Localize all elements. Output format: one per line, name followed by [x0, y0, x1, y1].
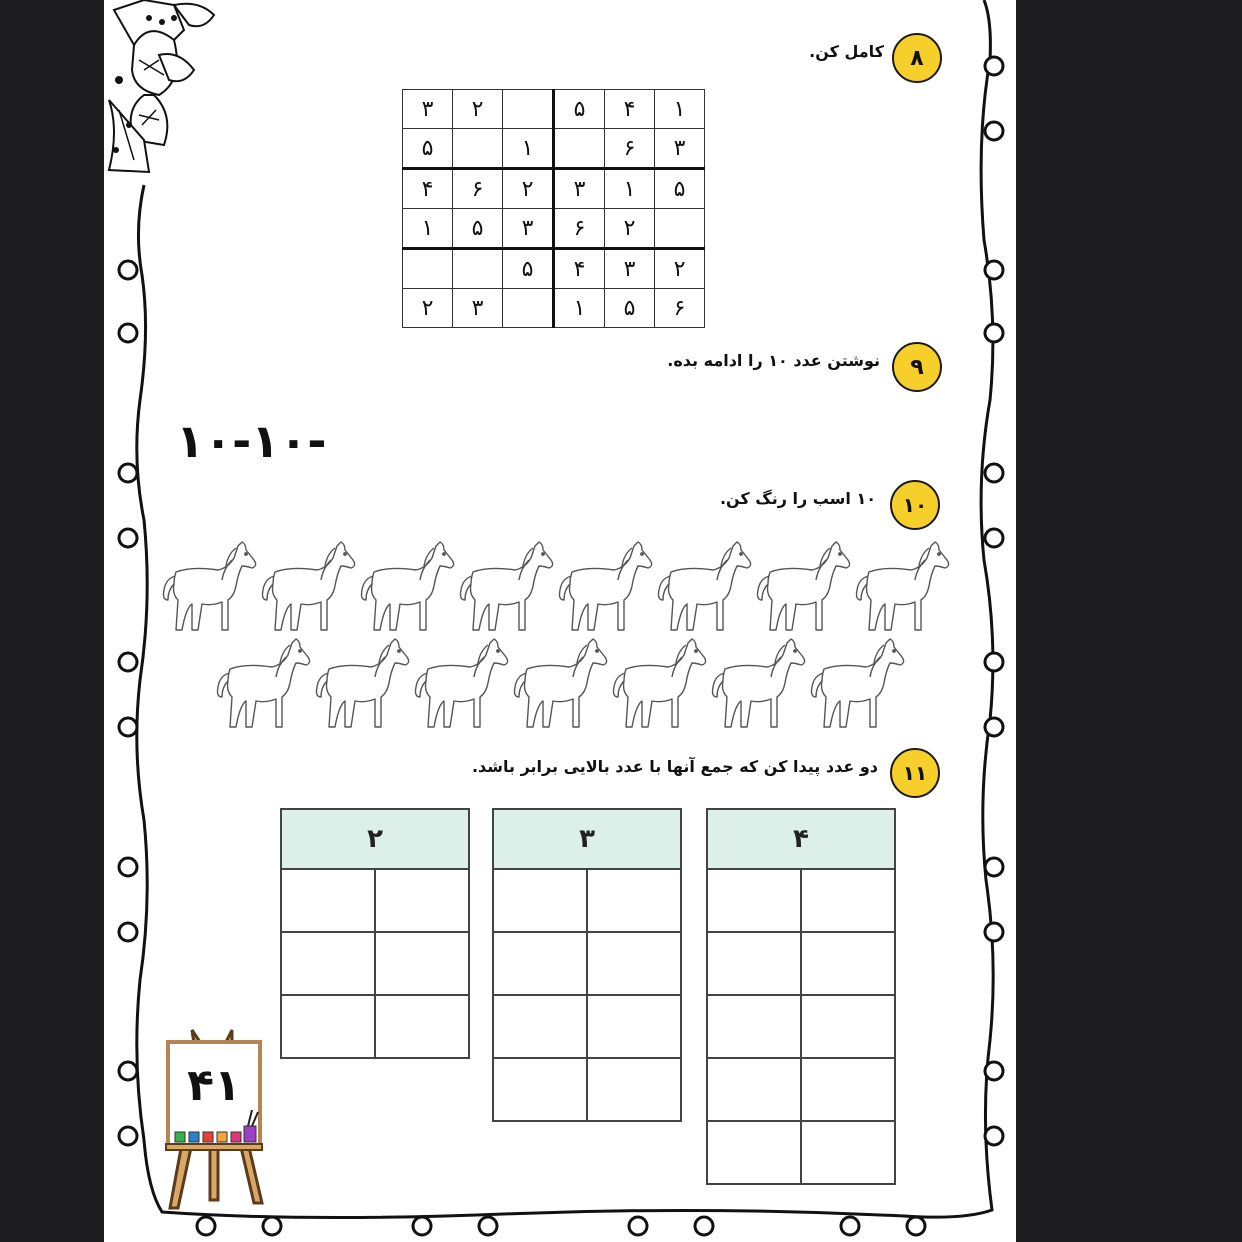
horse-outline[interactable]: [261, 538, 359, 634]
answer-cell[interactable]: [801, 869, 895, 932]
sudoku-cell[interactable]: ۵: [503, 249, 554, 289]
sudoku-cell[interactable]: [453, 129, 503, 169]
worksheet-page: [104, 0, 1016, 1242]
sudoku-cell[interactable]: ۵: [453, 209, 503, 249]
sudoku-cell[interactable]: ۴: [554, 249, 605, 289]
sum-table-row: [281, 869, 469, 932]
question-10-badge: [890, 480, 940, 530]
sudoku-row: [403, 169, 705, 209]
horse-outline[interactable]: [513, 635, 611, 731]
page-number: ۴۱: [187, 1060, 241, 1111]
sudoku-cell[interactable]: ۲: [453, 90, 503, 129]
answer-cell[interactable]: [707, 1058, 801, 1121]
answer-cell[interactable]: [801, 995, 895, 1058]
sudoku-cell[interactable]: ۱: [503, 129, 554, 169]
sudoku-cell[interactable]: [554, 129, 605, 169]
sudoku-cell[interactable]: ۳: [655, 129, 705, 169]
sudoku-cell[interactable]: ۶: [605, 129, 655, 169]
question-8-text: کامل کن.: [809, 42, 884, 61]
sudoku-cell[interactable]: ۴: [605, 90, 655, 129]
sudoku-row: [403, 90, 705, 129]
answer-cell[interactable]: [707, 869, 801, 932]
sudoku-cell[interactable]: [503, 90, 554, 129]
sudoku-cell[interactable]: ۵: [655, 169, 705, 209]
sudoku-cell[interactable]: ۲: [503, 169, 554, 209]
sudoku-row: [403, 249, 705, 289]
sudoku-cell[interactable]: [453, 249, 503, 289]
sum-table-4: [706, 808, 896, 1185]
bells-decoration: [104, 0, 234, 175]
answer-cell[interactable]: [587, 1058, 681, 1121]
sudoku-cell[interactable]: ۱: [605, 169, 655, 209]
question-9-badge: [892, 342, 942, 392]
answer-cell[interactable]: [493, 932, 587, 995]
answer-cell[interactable]: [375, 869, 469, 932]
sum-table-row: [707, 995, 895, 1058]
sum-table-row: [707, 1121, 895, 1184]
sudoku-row: [403, 289, 705, 328]
answer-cell[interactable]: [707, 995, 801, 1058]
answer-cell[interactable]: [801, 932, 895, 995]
answer-cell[interactable]: [587, 995, 681, 1058]
sum-table-row: [707, 1058, 895, 1121]
sudoku-cell[interactable]: ۳: [554, 169, 605, 209]
question-9-number: ۹: [910, 354, 924, 380]
horse-outline[interactable]: [459, 538, 557, 634]
sudoku-cell[interactable]: ۵: [605, 289, 655, 328]
answer-cell[interactable]: [707, 1121, 801, 1184]
sudoku-cell[interactable]: ۵: [554, 90, 605, 129]
sum-table-row: [493, 1058, 681, 1121]
answer-cell[interactable]: [281, 932, 375, 995]
question-10-text: ۱۰ اسب را رنگ کن.: [719, 489, 876, 508]
answer-cell[interactable]: [493, 1058, 587, 1121]
horse-outline[interactable]: [315, 635, 413, 731]
horse-outline[interactable]: [756, 538, 854, 634]
sum-table-header: ۳: [493, 809, 681, 869]
sudoku-cell[interactable]: ۱: [554, 289, 605, 328]
sudoku-cell[interactable]: ۴: [403, 169, 453, 209]
sudoku-grid: [402, 89, 705, 328]
horse-outline[interactable]: [414, 635, 512, 731]
sum-table-row: [281, 995, 469, 1058]
sum-table-header: ۲: [281, 809, 469, 869]
answer-cell[interactable]: [281, 869, 375, 932]
sudoku-cell[interactable]: ۳: [403, 90, 453, 129]
sudoku-cell[interactable]: [503, 289, 554, 328]
sudoku-cell[interactable]: ۲: [655, 249, 705, 289]
answer-cell[interactable]: [493, 995, 587, 1058]
question-9-text: نوشتن عدد ۱۰ را ادامه بده.: [667, 351, 880, 370]
answer-cell[interactable]: [493, 869, 587, 932]
sudoku-cell[interactable]: ۳: [503, 209, 554, 249]
question-10-number: ۱۰: [902, 493, 928, 517]
sum-table-row: [493, 869, 681, 932]
sudoku-cell[interactable]: ۱: [403, 209, 453, 249]
sudoku-cell[interactable]: [655, 209, 705, 249]
horse-outline[interactable]: [855, 538, 953, 634]
sudoku-cell[interactable]: ۳: [453, 289, 503, 328]
question-11-number: ۱۱: [902, 761, 928, 785]
question-8-badge: [892, 33, 942, 83]
sum-table-row: [707, 869, 895, 932]
answer-cell[interactable]: [587, 932, 681, 995]
horse-outline[interactable]: [711, 635, 809, 731]
sudoku-cell[interactable]: ۶: [453, 169, 503, 209]
answer-cell[interactable]: [375, 932, 469, 995]
sudoku-cell[interactable]: ۵: [403, 129, 453, 169]
horse-outline[interactable]: [810, 635, 908, 731]
horse-outline[interactable]: [162, 538, 260, 634]
number-sequence: ۱۰-۱۰-: [176, 414, 327, 468]
easel-icon: [162, 1028, 272, 1213]
sudoku-row: [403, 209, 705, 249]
sudoku-cell[interactable]: ۳: [605, 249, 655, 289]
sudoku-cell[interactable]: ۶: [655, 289, 705, 328]
horse-outline[interactable]: [360, 538, 458, 634]
answer-cell[interactable]: [707, 932, 801, 995]
question-11-badge: [890, 748, 940, 798]
answer-cell[interactable]: [801, 1058, 895, 1121]
sum-table-3: [492, 808, 682, 1122]
horse-outline[interactable]: [612, 635, 710, 731]
sum-table-row: [707, 932, 895, 995]
horse-outline[interactable]: [558, 538, 656, 634]
sum-table-2: [280, 808, 470, 1059]
page-number-easel: [162, 1028, 272, 1217]
answer-cell[interactable]: [281, 995, 375, 1058]
sum-table-row: [493, 932, 681, 995]
sum-table-row: [493, 995, 681, 1058]
sum-table-header: ۴: [707, 809, 895, 869]
sudoku-cell[interactable]: ۱: [655, 90, 705, 129]
answer-cell[interactable]: [801, 1121, 895, 1184]
sum-table-row: [281, 932, 469, 995]
sudoku-row: [403, 129, 705, 169]
answer-cell[interactable]: [375, 995, 469, 1058]
sudoku-cell[interactable]: ۲: [403, 289, 453, 328]
sudoku-cell[interactable]: ۶: [554, 209, 605, 249]
sudoku-cell[interactable]: ۲: [605, 209, 655, 249]
question-8-number: ۸: [910, 45, 924, 71]
answer-cell[interactable]: [587, 869, 681, 932]
question-11-text: دو عدد پیدا کن که جمع آنها با عدد بالایی برابر باشد.: [471, 757, 878, 776]
horse-outline[interactable]: [216, 635, 314, 731]
sudoku-cell[interactable]: [403, 249, 453, 289]
horse-outline[interactable]: [657, 538, 755, 634]
